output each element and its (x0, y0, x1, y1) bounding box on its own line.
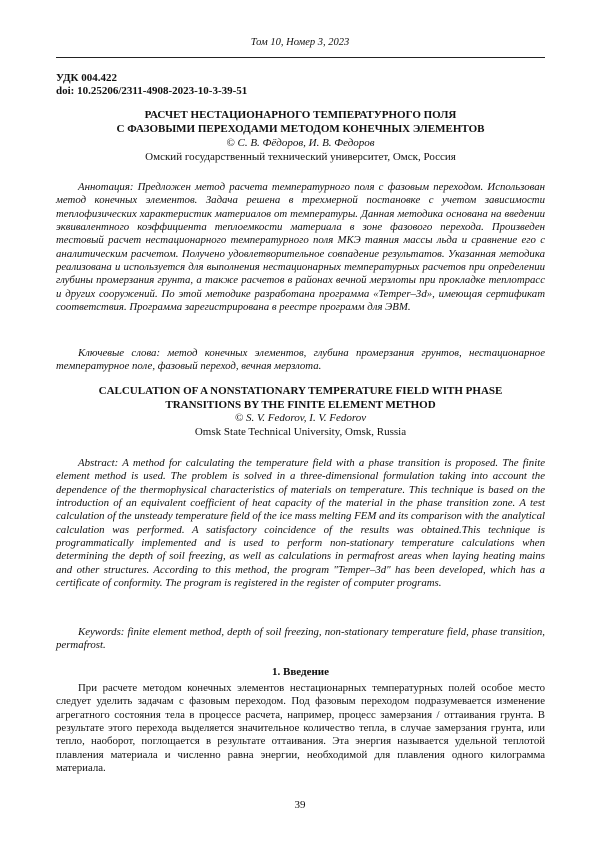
introduction-paragraph: При расчете методом конечных элементов нестационарных температурных полей особое место следует уделить задачам с фазовым переходом. Под фазовым переходом подразумевается изменение агрегатного состояния тела в процессе расчета, например, процесс замерзания / оттаивания грунта. В результате этого перехода выделяется значительное количество тепла, в случае замерзания грунта, или тепло, наоборот, поглощается в результате оттаивания. Эта энергия называется удельной теплотой плавления материала и численно равна энергии, необходимой для плавления одного килограмма материала. (56, 682, 545, 775)
russian-title-line-2: С ФАЗОВЫМИ ПЕРЕХОДАМИ МЕТОДОМ КОНЕЧНЫХ ЭЛЕМЕНТОВ (116, 122, 485, 135)
english-authors: © S. V. Fedorov, I. V. Fedorov (234, 412, 367, 424)
running-header: Том 10, Номер 3, 2023 (250, 37, 350, 48)
section-heading: 1. Введение (271, 666, 330, 678)
russian-title-line-1: РАСЧЕТ НЕСТАЦИОНАРНОГО ТЕМПЕРАТУРНОГО ПОЛЯ (144, 109, 457, 121)
russian-authors: © С. В. Фёдоров, И. В. Федоров (226, 137, 375, 149)
header-divider (56, 57, 545, 58)
page-number: 39 (294, 799, 306, 811)
russian-affiliation: Омский государственный технический университет, Омск, Россия (145, 151, 456, 163)
english-affiliation: Omsk State Technical University, Omsk, Russia (194, 426, 407, 438)
russian-title (56, 109, 545, 136)
english-title-line-1: CALCULATION OF A NONSTATIONARY TEMPERATURE FIELD WITH PHASE (98, 385, 503, 397)
english-abstract: Abstract: A method for calculating the temperature field with a phase transition is proposed. The finite element method is used. The problem is solved in a three-dimensional formulation taking into account the dependence of the thermophysical characteristics of materials on temperature. This technique is based on the introduction of an equivalent coefficient of heat capacity of the material in the phase transition zone. A test calculation of the unsteady temperature field of the ice mass melting FEM and its comparison with the analytical calculation was performed. A satisfactory coincidence of the results was obtained.This technique is programmatically implemented and is used to perform non-stationary temperature calculations when determining the depth of soil freezing, as well as calculations in permafrost areas when laying heating mains and other structures. According to this method, the program "Temper–3d" has been developed, which has a certificate of conformity. The program is registered in the register of computer programs. (56, 457, 545, 590)
english-keywords: Keywords: finite element method, depth of soil freezing, non-stationary temperature field, phase transition, permafrost. (56, 626, 545, 652)
doi: doi: 10.25206/2311-4908-2023-10-3-39-51 (56, 85, 248, 97)
english-title (56, 385, 545, 412)
russian-keywords: Ключевые слова: метод конечных элементов, глубина промерзания грунтов, нестационарное температурное поле, фазовый переход, вечная мерзлота. (56, 347, 545, 373)
udc-code: УДК 004.422 (56, 72, 118, 84)
english-title-line-2: TRANSITIONS BY THE FINITE ELEMENT METHOD (165, 398, 436, 411)
russian-abstract: Аннотация: Предложен метод расчета температурного поля с фазовым переходом. Использован метод конечных элементов. Задача решена в трехмерной постановке с учетом зависимости теплофизических характеристик материалов от температуры. Данная методика основана на введении эквивалентного коэффициента теплоемкости материала в зоне фазового перехода. Произведен тестовый расчет нестационарного температурного поля МКЭ таяния массы льда и сравнение его с аналитическим расчетом. Получено удовлетворительное совпадение результатов. Указанная методика реализована и используется для выполнения нестационарных температурных расчетов при определении глубины промерзания грунта, а также расчетов в районах вечной мерзлоты при прокладке теплотрасс и других сооружений. По этой методике разработана программа «Temper–3d», имеющая сертификат соответствия. Программа зарегистрирована в реестре программ для ЭВМ. (56, 181, 545, 314)
